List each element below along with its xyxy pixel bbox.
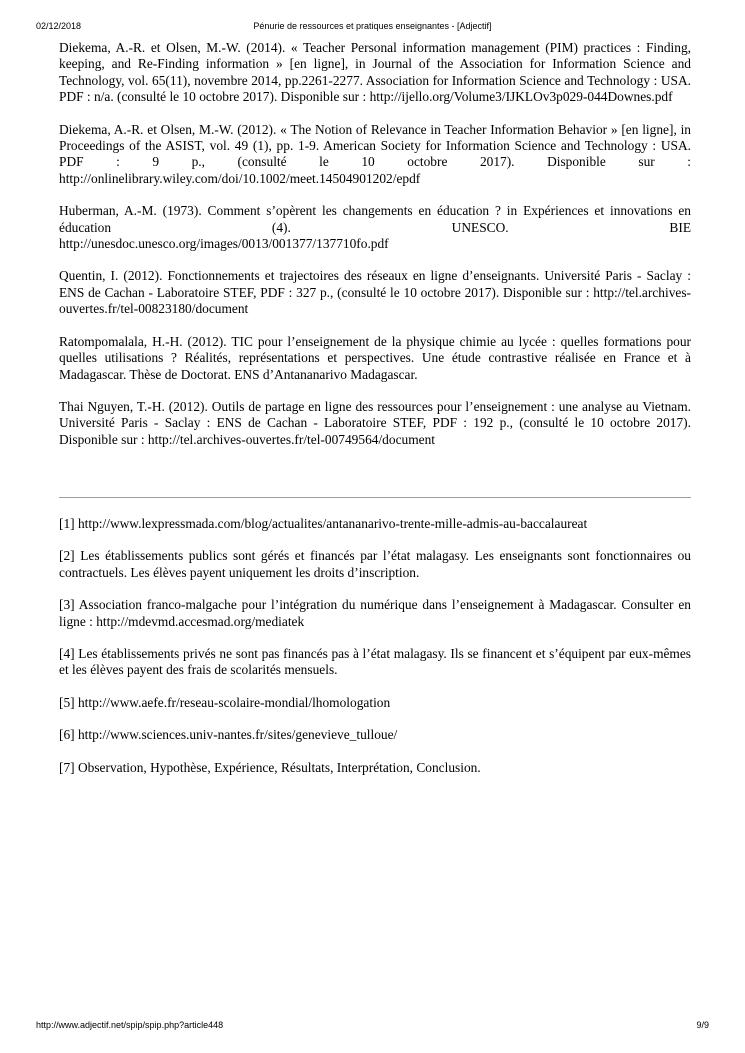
footnote-item: [6] http://www.sciences.univ-nantes.fr/sites/genevieve_tulloue/: [59, 727, 398, 743]
reference-item: [59, 122, 691, 188]
reference-text: Thai Nguyen, T.-H. (2012). Outils de partage en ligne des ressources pour l’enseignement : une analyse au Vietnam. Université Paris - Saclay : ENS de Cachan - Laboratoire STEF, PDF : 192 p., (consulté le 10 octobre 2017). Disponible sur :: [59, 398, 691, 447]
reference-text: Quentin, I. (2012). Fonctionnements et trajectoires des réseaux en ligne d’enseignants. Université Paris - Saclay : ENS de Cachan - Laboratoire STEF, PDF : 327 p., (consulté le 10 octobre 2017). Disponible sur :: [59, 268, 691, 300]
references-list: [59, 40, 691, 464]
reference-item: [59, 40, 691, 106]
reference-text: Huberman, A.-M. (1973). Comment s’opèrent les changements en éducation ? in Expériences et innovations en éducation (4). UNESCO. BIE: [59, 203, 691, 235]
footnote-item: [7] Observation, Hypothèse, Expérience, Résultats, Interprétation, Conclusion.: [59, 759, 481, 775]
reference-text: Diekema, A.-R. et Olsen, M.-W. (2014). « Teacher Personal information management (PIM) practices : Finding, keeping, and Re-Finding information » [en ligne], in Journal of the Association for Information Science and Technology, vol. 65(11), novembre 2014, pp.2261-2277. Association for Information Science and Technology : USA. PDF : n/a. (consulté le 10 octobre 2017). Disponible sur :: [59, 40, 691, 105]
print-footer: [36, 1020, 709, 1034]
reference-item: [59, 399, 691, 448]
reference-text: Diekema, A.-R. et Olsen, M.-W. (2012). « The Notion of Relevance in Teacher Information Behavior » [en ligne], in Proceedings of the ASIST, vol. 49 (1), pp. 1-9. American Society for Information Science and Technology : USA. PDF : 9 p., (consulté le 10 octobre 2017). Disponible sur :: [59, 121, 691, 170]
print-title: Pénurie de ressources et pratiques enseignantes - [Adjectif]: [253, 21, 492, 31]
footnote-item: [2] Les établissements publics sont gérés et financés par l’état malagasy. Les enseignants sont fonctionnaires ou contractuels. Les élèves payent uniquement les droits d’inscription.: [59, 548, 691, 580]
reference-link[interactable]: http://unesdoc.unesco.org/images/0013/001377/137710fo.pdf: [59, 236, 389, 252]
footnotes-divider: [59, 497, 691, 498]
reference-item: [59, 268, 691, 317]
footnote-item: [4] Les établissements privés ne sont pas financés pas à l’état malagasy. Ils se financent et s’équipent par eux-mêmes et les élèves payent des frais de scolarités mensuels.: [59, 646, 691, 678]
reference-item: [59, 203, 691, 252]
footnote-item: [5] http://www.aefe.fr/reseau-scolaire-mondial/lhomologation: [59, 694, 391, 710]
footnotes-list: [59, 516, 691, 792]
print-date: 02/12/2018: [36, 21, 82, 31]
reference-link[interactable]: http://tel.archives-ouvertes.fr/tel-00823180/document: [59, 284, 691, 317]
footnote-item: [3] Association franco-malgache pour l’intégration du numérique dans l’enseignement à Madagascar. Consulter en ligne : http://mdevmd.accesmad.org/mediatek: [59, 597, 691, 629]
page-number: 9/9: [696, 1020, 709, 1030]
print-header: [36, 21, 709, 35]
reference-link[interactable]: http://ijello.org/Volume3/IJKLOv3p029-044Downes.pdf: [369, 89, 673, 105]
reference-link[interactable]: http://tel.archives-ouvertes.fr/tel-00749564/document: [147, 431, 435, 447]
print-url: http://www.adjectif.net/spip/spip.php?article448: [36, 1020, 224, 1030]
reference-link[interactable]: http://onlinelibrary.wiley.com/doi/10.1002/meet.14504901202/epdf: [59, 170, 421, 186]
reference-text: Ratompomalala, H.-H. (2012). TIC pour l’enseignement de la physique chimie au lycée : quelles formations pour quelles utilisations ? Réalités, représentations et perspectives. Une étude contrastive réalisée en France et à Madagascar. Thèse de Doctorat. ENS d’Antananarivo Madagascar.: [59, 333, 691, 382]
footnote-item: [1] http://www.lexpressmada.com/blog/actualites/antananarivo-trente-mille-admis-au-baccalaureat: [59, 516, 588, 531]
reference-item: [59, 334, 691, 383]
